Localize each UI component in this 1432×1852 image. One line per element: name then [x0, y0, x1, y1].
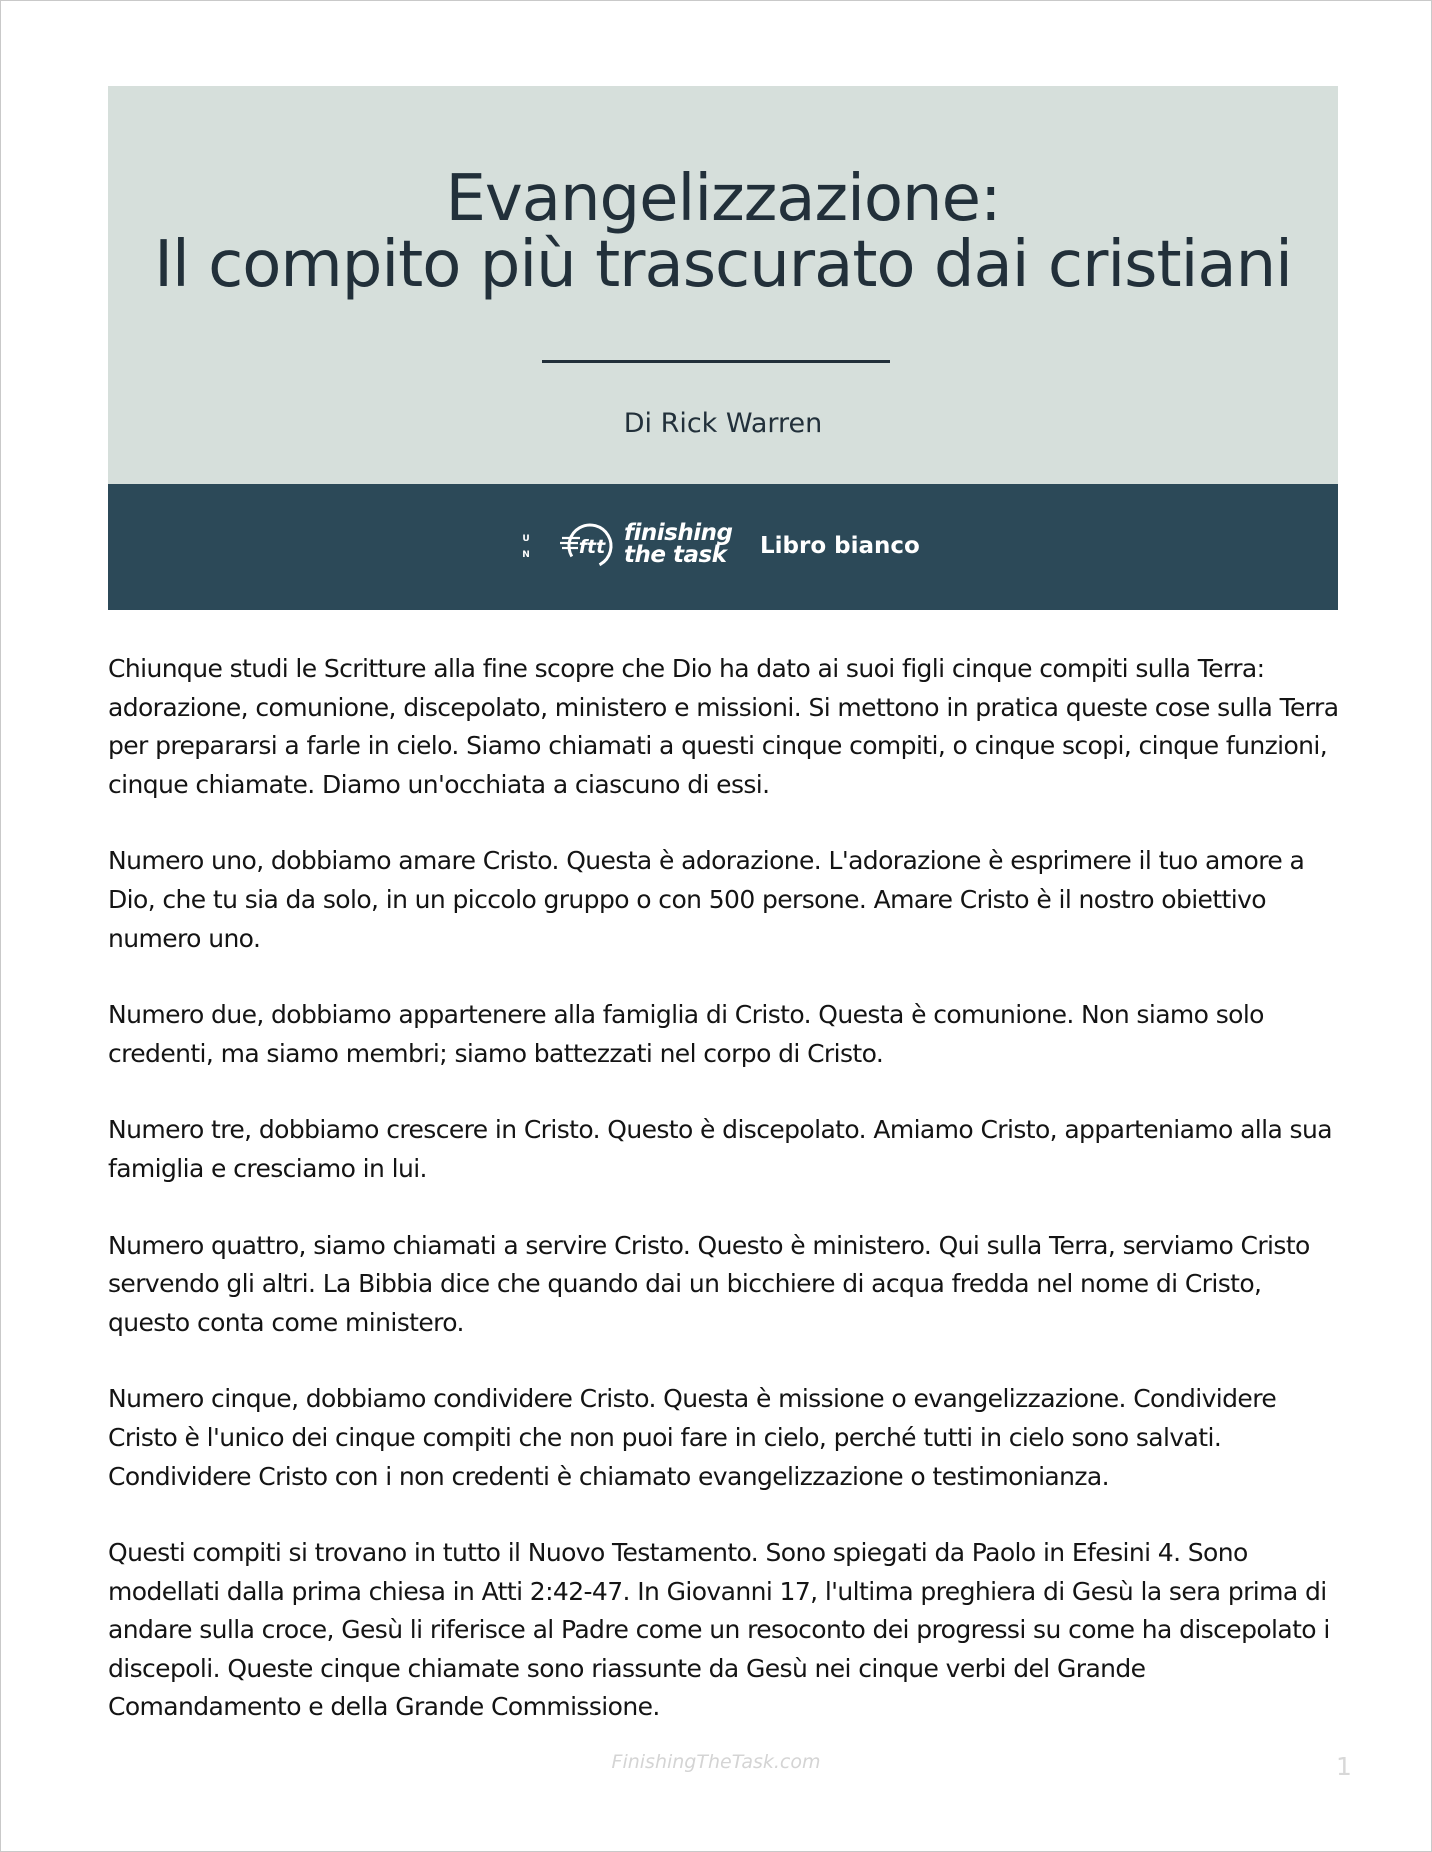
paragraph-7: Questi compiti si trovano in tutto il Nuovo Testamento. Sono spiegati da Paolo in Efesini 4. Sono modellati dalla prima chiesa in Atti 2:42-47. In Giovanni 17, l'ultima preghiera di Gesù la sera prima di andare sulla croce, Gesù li riferisce al Padre come un resoconto dei progressi su come ha discepolato i discepoli. Queste cinque chiamate sono riassunte da Gesù nei cinque verbi del Grande Comandamento e della Grande Commissione.: [108, 1538, 1330, 1722]
logo-icon-text: ftt: [578, 536, 606, 558]
logo-line-2: the task: [624, 542, 727, 568]
title-line-2: Il compito più trascurato dai cristiani: [154, 228, 1292, 302]
un-letter-u: U: [522, 534, 530, 544]
paragraph-3: Numero due, dobbiamo appartenere alla famiglia di Cristo. Questa è comunione. Non siamo solo credenti, ma siamo membri; siamo battezzati nel corpo di Cristo.: [108, 1000, 1264, 1068]
page-title: [108, 162, 1338, 302]
footer-url: FinishingTheTask.com: [611, 1751, 821, 1773]
paragraph-2: Numero uno, dobbiamo amare Cristo. Questa è adorazione. L'adorazione è esprimere il tuo amore a Dio, che tu sia da solo, in un piccolo gruppo o con 500 persone. Amare Cristo è il nostro obiettivo numero uno.: [108, 846, 1305, 953]
author-byline: Di Rick Warren: [623, 408, 823, 439]
paragraph-5: Numero quattro, siamo chiamati a servire Cristo. Questo è ministero. Qui sulla Terra, serviamo Cristo servendo gli altri. La Bibbia dice che quando dai un bicchiere di acqua fredda nel nome di Cristo, questo conta come ministero.: [108, 1230, 1310, 1337]
paragraph-4: Numero tre, dobbiamo crescere in Cristo. Questo è discepolato. Amiamo Cristo, apparteniamo alla sua famiglia e cresciamo in lui.: [108, 1115, 1332, 1183]
document-type-label: Libro bianco: [760, 533, 920, 559]
title-divider: [542, 360, 890, 363]
title-line-1: Evangelizzazione:: [445, 162, 1001, 236]
paragraph-1: Chiunque studi le Scritture alla fine scopre che Dio ha dato ai suoi figli cinque compiti sulla Terra: adorazione, comunione, discepolato, ministero e missioni. Si mettono in pratica queste cose sulla Terra per prepararsi a farle in cielo. Siamo chiamati a questi cinque compiti, o cinque scopi, cinque funzioni, cinque chiamate. Diamo un'occhiata a ciascuno di essi.: [108, 654, 1339, 799]
ftt-logo-icon: [558, 520, 620, 572]
un-mark: [520, 531, 532, 563]
body-text: [108, 650, 1340, 1765]
logo-line-1: finishing: [624, 520, 733, 546]
page-number: 1: [1336, 1752, 1352, 1781]
paragraph-6: Numero cinque, dobbiamo condividere Cristo. Questa è missione o evangelizzazione. Condividere Cristo è l'unico dei cinque compiti che non puoi fare in cielo, perché tutti in cielo sono salvati. Condividere Cristo con i non credenti è chiamato evangelizzazione o testimonianza.: [108, 1384, 1277, 1491]
brand-logo-wordmark: [624, 522, 732, 566]
un-letter-n: N: [522, 550, 530, 560]
title-header: [108, 86, 1338, 484]
